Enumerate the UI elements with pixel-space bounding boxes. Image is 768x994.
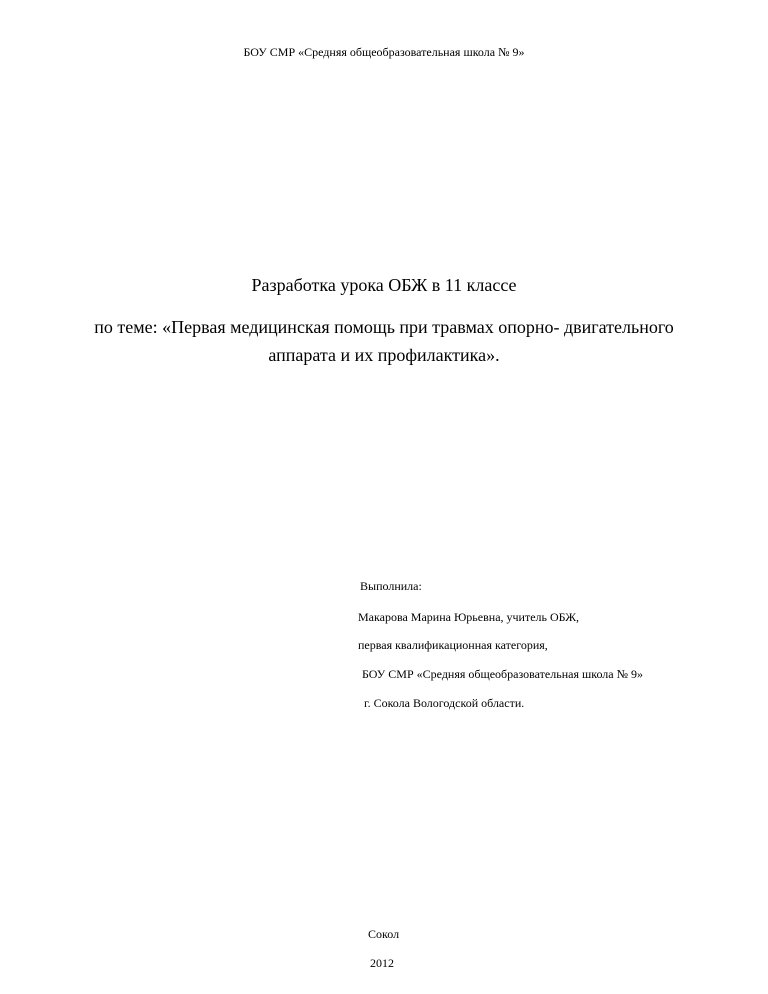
footer-year: 2012 [370,956,394,970]
author-city-region: г. Сокола Вологодской области. [364,696,525,710]
author-school: БОУ СМР «Средняя общеобразовательная школа № 9» [362,667,644,681]
lesson-topic-line-1: по теме: «Первая медицинская помощь при травмах опорно- двигательного [94,317,674,337]
lesson-title: Разработка урока ОБЖ в 11 классе [251,275,517,295]
school-header: БОУ СМР «Средняя общеобразовательная школа № 9» [243,45,525,59]
author-performed-by: Выполнила: [360,579,422,593]
author-category: первая квалификационная категория, [358,638,548,652]
lesson-topic-line-2: аппарата и их профилактика». [268,345,500,365]
author-name-position: Макарова Марина Юрьевна, учитель ОБЖ, [358,610,580,624]
footer-city: Сокол [368,927,400,941]
